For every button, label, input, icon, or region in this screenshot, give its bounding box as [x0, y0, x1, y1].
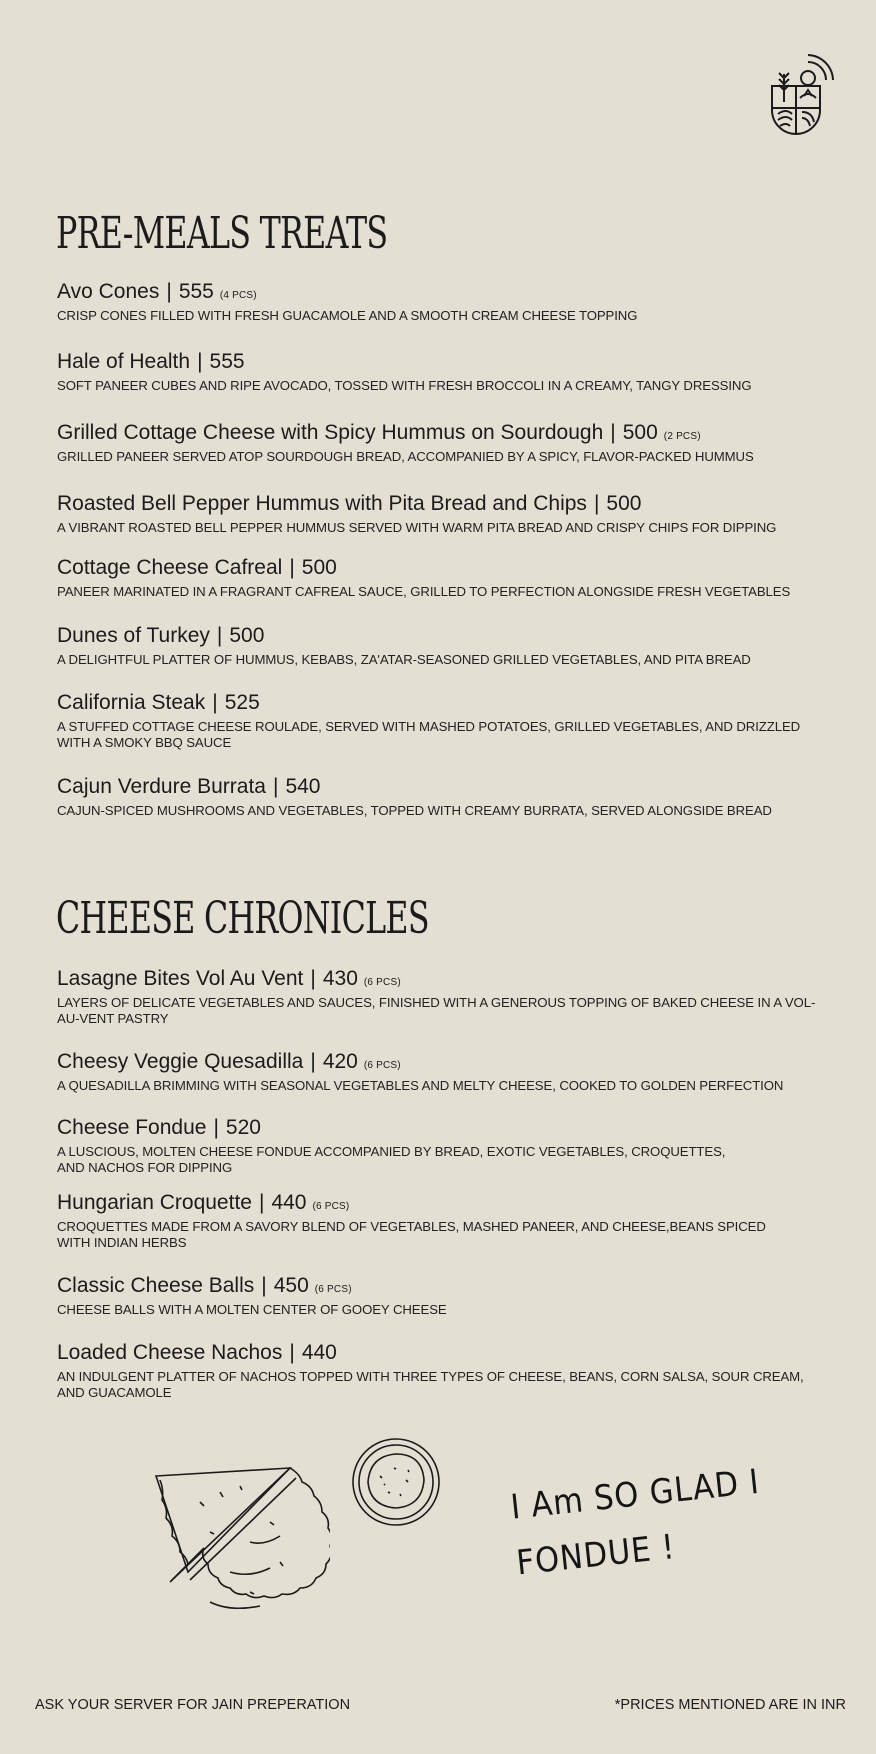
- footer-price-note: *PRICES MENTIONED ARE IN INR: [614, 1697, 846, 1713]
- price-separator: |: [289, 1341, 295, 1364]
- footer-jain-note: ASK YOUR SERVER FOR JAIN PREPERATION: [35, 1697, 351, 1713]
- price-separator: |: [310, 967, 316, 990]
- item-name: Avo Cones: [57, 280, 160, 303]
- item-quantity: (6 PCS): [314, 1284, 352, 1295]
- price-separator: |: [213, 1116, 219, 1139]
- menu-item: [57, 1191, 817, 1251]
- item-name: Hungarian Croquette: [57, 1191, 252, 1214]
- price-separator: |: [166, 280, 172, 303]
- section-title-cheese-chronicles: CHEESE CHRONICLES: [56, 893, 429, 944]
- item-price: 555: [209, 350, 245, 373]
- item-price: 440: [301, 1341, 337, 1364]
- item-description: GRILLED PANEER SERVED ATOP SOURDOUGH BREAD, ACCOMPANIED BY A SPICY, FLAVOR-PACKED HUMMUS: [57, 449, 754, 464]
- price-separator: |: [272, 775, 279, 798]
- price-separator: |: [212, 691, 218, 714]
- restaurant-logo-icon: [764, 52, 834, 148]
- section-title-pre-meals: PRE-MEALS TREATS: [56, 208, 388, 259]
- handwritten-line: FONDUE !: [514, 1527, 678, 1584]
- item-price: 500: [622, 421, 658, 444]
- menu-item: [57, 280, 817, 324]
- item-quantity: (6 PCS): [363, 1060, 401, 1071]
- item-name: Cottage Cheese Cafreal: [57, 556, 283, 579]
- item-name: Loaded Cheese Nachos: [57, 1341, 283, 1364]
- menu-item: [57, 1341, 817, 1401]
- item-price: 540: [285, 775, 321, 798]
- menu-item: [57, 691, 817, 751]
- item-quantity: (6 PCS): [363, 977, 401, 988]
- price-separator: |: [197, 350, 203, 373]
- item-name: Cheesy Veggie Quesadilla: [57, 1050, 304, 1073]
- item-name: Grilled Cottage Cheese with Spicy Hummus on Sourdough: [57, 421, 604, 444]
- item-description: CROQUETTES MADE FROM A SAVORY BLEND OF VEGETABLES, MASHED PANEER, AND CHEESE,BEANS SPICED WITH INDIAN HERBS: [57, 1219, 766, 1250]
- item-price: 500: [606, 492, 642, 515]
- item-price: 525: [224, 691, 260, 714]
- item-name: Roasted Bell Pepper Hummus with Pita Bread and Chips: [57, 492, 587, 515]
- item-name: Hale of Health: [57, 350, 191, 373]
- item-price: 430: [322, 967, 358, 990]
- dip-bowl-sketch-icon: [350, 1436, 442, 1528]
- item-description: A LUSCIOUS, MOLTEN CHEESE FONDUE ACCOMPANIED BY BREAD, EXOTIC VEGETABLES, CROQUETTES, AND NACHOS FOR DIPPING: [57, 1144, 726, 1175]
- item-description: A VIBRANT ROASTED BELL PEPPER HUMMUS SERVED WITH WARM PITA BREAD AND CRISPY CHIPS FOR DIPPING: [57, 520, 777, 535]
- item-description: LAYERS OF DELICATE VEGETABLES AND SAUCES, FINISHED WITH A GENEROUS TOPPING OF BAKED CHEESE IN A VOL-AU-VENT PASTRY: [57, 995, 816, 1026]
- item-price: 450: [273, 1274, 309, 1297]
- price-separator: |: [216, 624, 223, 647]
- item-description: CRISP CONES FILLED WITH FRESH GUACAMOLE AND A SMOOTH CREAM CHEESE TOPPING: [57, 308, 638, 323]
- item-name: California Steak: [57, 691, 206, 714]
- menu-item: [57, 1050, 817, 1094]
- price-separator: |: [610, 421, 616, 444]
- item-quantity: (4 PCS): [219, 290, 257, 301]
- menu-item: [57, 421, 817, 465]
- item-name: Classic Cheese Balls: [57, 1274, 255, 1297]
- item-price: 500: [229, 624, 265, 647]
- item-description: A DELIGHTFUL PLATTER OF HUMMUS, KEBABS, ZA'ATAR-SEASONED GRILLED VEGETABLES, AND PITA BREAD: [57, 652, 751, 667]
- item-name: Cajun Verdure Burrata: [57, 775, 266, 798]
- item-price: 420: [322, 1050, 358, 1073]
- item-quantity: (6 PCS): [312, 1201, 350, 1212]
- menu-item: [57, 624, 817, 668]
- item-price: 555: [178, 280, 214, 303]
- item-description: A STUFFED COTTAGE CHEESE ROULADE, SERVED WITH MASHED POTATOES, GRILLED VEGETABLES, AND DRIZZLED WITH A SMOKY BBQ SAUCE: [57, 719, 801, 750]
- handwritten-line: I Am SO GLAD I: [508, 1461, 762, 1528]
- menu-item: [57, 967, 817, 1027]
- menu-item: [57, 556, 817, 600]
- item-quantity: (2 PCS): [663, 431, 701, 442]
- item-price: 520: [225, 1116, 261, 1139]
- item-name: Dunes of Turkey: [57, 624, 210, 647]
- price-separator: |: [310, 1050, 316, 1073]
- menu-item: [57, 492, 817, 536]
- item-description: CHEESE BALLS WITH A MOLTEN CENTER OF GOOEY CHEESE: [57, 1302, 447, 1317]
- menu-item: [57, 1274, 817, 1318]
- item-price: 440: [271, 1191, 307, 1214]
- price-separator: |: [289, 556, 295, 579]
- handwritten-note: [508, 1454, 768, 1591]
- item-description: A QUESADILLA BRIMMING WITH SEASONAL VEGETABLES AND MELTY CHEESE, COOKED TO GOLDEN PERFECTION: [57, 1078, 784, 1093]
- item-name: Cheese Fondue: [57, 1116, 207, 1139]
- menu-item: [57, 1116, 817, 1176]
- item-description: SOFT PANEER CUBES AND RIPE AVOCADO, TOSSED WITH FRESH BROCCOLI IN A CREAMY, TANGY DRESSING: [57, 378, 752, 393]
- item-name: Lasagne Bites Vol Au Vent: [57, 967, 304, 990]
- price-separator: |: [258, 1191, 265, 1214]
- menu-item: [57, 775, 817, 819]
- item-description: AN INDULGENT PLATTER OF NACHOS TOPPED WITH THREE TYPES OF CHEESE, BEANS, CORN SALSA, SOUR CREAM, AND GUACAMOLE: [57, 1369, 804, 1400]
- item-description: CAJUN-SPICED MUSHROOMS AND VEGETABLES, TOPPED WITH CREAMY BURRATA, SERVED ALONGSIDE BREAD: [57, 803, 772, 818]
- item-price: 500: [301, 556, 337, 579]
- item-description: PANEER MARINATED IN A FRAGRANT CAFREAL SAUCE, GRILLED TO PERFECTION ALONGSIDE FRESH VEGETABLES: [57, 584, 791, 599]
- price-separator: |: [593, 492, 600, 515]
- quesadilla-sketch-icon: [150, 1462, 330, 1632]
- price-separator: |: [261, 1274, 267, 1297]
- menu-item: [57, 350, 817, 394]
